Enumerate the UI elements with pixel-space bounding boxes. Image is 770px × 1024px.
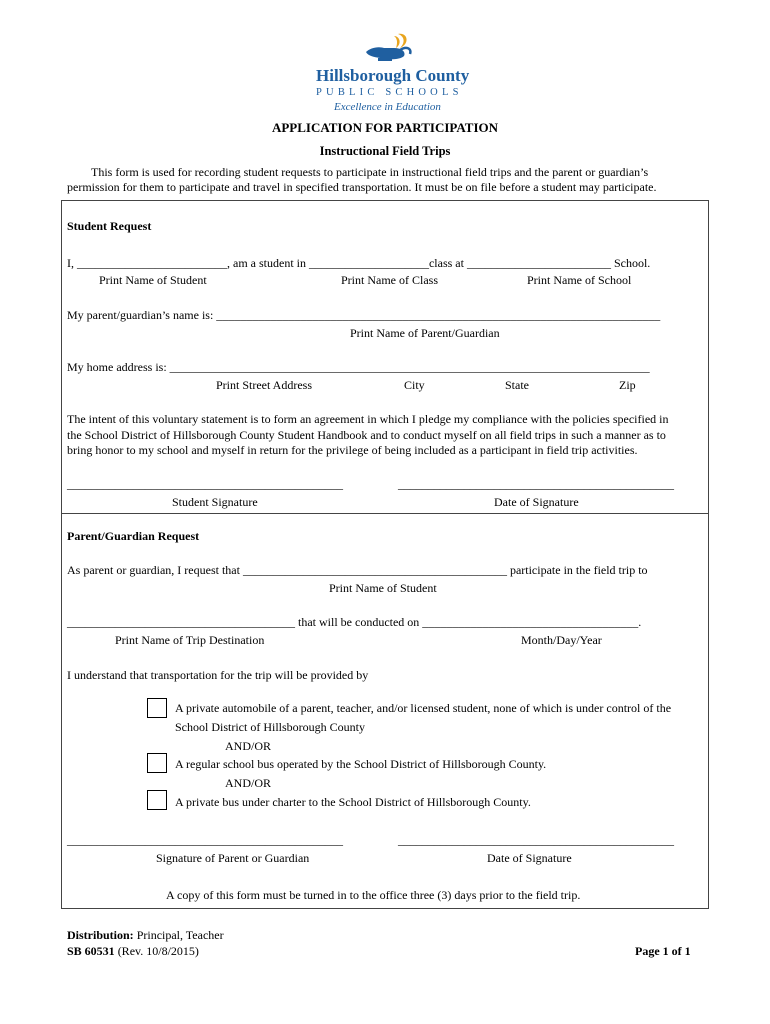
page-number: Page 1 of 1 — [635, 944, 691, 958]
logo-tagline: Excellence in Education — [334, 101, 441, 113]
label-parent-student-name: Print Name of Student — [329, 581, 437, 595]
parent-request-line[interactable]: As parent or guardian, I request that ____________________________________________ participate in the field trip to — [67, 563, 648, 577]
form-id: SB 60531 — [67, 944, 115, 958]
transport-intro: I understand that transportation for the trip will be provided by — [67, 668, 369, 682]
label-student-signature: Student Signature — [172, 495, 258, 509]
trip-destination-line[interactable]: ______________________________________ that will be conducted on ____________________________________. — [67, 615, 642, 629]
section-divider — [61, 513, 708, 514]
student-name-line[interactable]: I, _________________________, am a student in ____________________class at ________________________ School. — [67, 256, 651, 270]
option-school-bus: A regular school bus operated by the School District of Hillsborough County. — [175, 757, 547, 771]
label-month-day-year: Month/Day/Year — [521, 633, 602, 647]
label-zip: Zip — [619, 378, 636, 392]
intent-line-3: bring honor to my school and myself in return for the privilege of being included as a participant in field trip activities. — [67, 443, 638, 457]
district-logo — [300, 30, 470, 118]
label-class-name: Print Name of Class — [341, 273, 438, 287]
option-private-automobile-line-1: A private automobile of a parent, teacher, and/or licensed student, none of which is under control of the — [175, 701, 672, 715]
form-title: APPLICATION FOR PARTICIPATION — [271, 120, 499, 135]
student-signature-line[interactable]: ______________________________________________ — [67, 477, 343, 491]
submission-note: A copy of this form must be turned in to the office three (3) days prior to the field trip. — [166, 888, 581, 902]
logo-line2: PUBLIC SCHOOLS — [316, 87, 463, 98]
label-street: Print Street Address — [216, 378, 312, 392]
form-revision: (Rev. 10/8/2015) — [117, 944, 199, 958]
student-date-line[interactable]: ______________________________________________ — [398, 477, 674, 491]
private-automobile-checkbox[interactable] — [147, 698, 167, 718]
intent-line-1: The intent of this voluntary statement is to form an agreement in which I pledge my compliance with the policies specified in — [67, 412, 669, 426]
parent-name-line[interactable]: My parent/guardian’s name is: __________________________________________________________________________ — [67, 308, 661, 322]
label-parent-signature: Signature of Parent or Guardian — [156, 851, 310, 865]
label-parent-date: Date of Signature — [487, 851, 572, 865]
intro-line-1: This form is used for recording student requests to participate in instructional field trips and the parent or guardian’s — [91, 165, 649, 179]
student-section-heading: Student Request — [67, 219, 152, 233]
home-address-line[interactable]: My home address is: ________________________________________________________________________________ — [67, 360, 650, 374]
label-school-name: Print Name of School — [527, 273, 632, 287]
intent-line-2: the School District of Hillsborough County Student Handbook and to conduct myself on all field trips in such a manner as to — [67, 428, 666, 442]
and-or-1: AND/OR — [225, 739, 272, 753]
parent-signature-line[interactable]: ______________________________________________ — [67, 833, 343, 847]
option-charter-bus: A private bus under charter to the School District of Hillsborough County. — [175, 795, 531, 809]
label-student-date: Date of Signature — [494, 495, 579, 509]
distribution-value: Principal, Teacher — [136, 928, 224, 942]
parent-date-line[interactable]: ______________________________________________ — [398, 833, 674, 847]
intro-line-2: permission for them to participate and travel in specified transportation. It must be on file before a student may participate. — [67, 180, 657, 194]
lamp-of-learning-icon — [360, 30, 420, 66]
option-private-automobile-line-2: School District of Hillsborough County — [175, 720, 365, 734]
label-state: State — [505, 378, 529, 392]
distribution — [67, 928, 224, 943]
distribution-label: Distribution: — [67, 928, 134, 942]
label-trip-destination: Print Name of Trip Destination — [115, 633, 265, 647]
parent-section-heading: Parent/Guardian Request — [67, 529, 200, 543]
label-parent-name: Print Name of Parent/Guardian — [350, 326, 500, 340]
school-bus-checkbox[interactable] — [147, 753, 167, 773]
label-city: City — [404, 378, 425, 392]
form-subtitle: Instructional Field Trips — [319, 144, 451, 158]
logo-name: Hillsborough County — [316, 66, 470, 85]
form-number — [67, 944, 199, 959]
label-student-name: Print Name of Student — [99, 273, 207, 287]
and-or-2: AND/OR — [225, 776, 272, 790]
charter-bus-checkbox[interactable] — [147, 790, 167, 810]
